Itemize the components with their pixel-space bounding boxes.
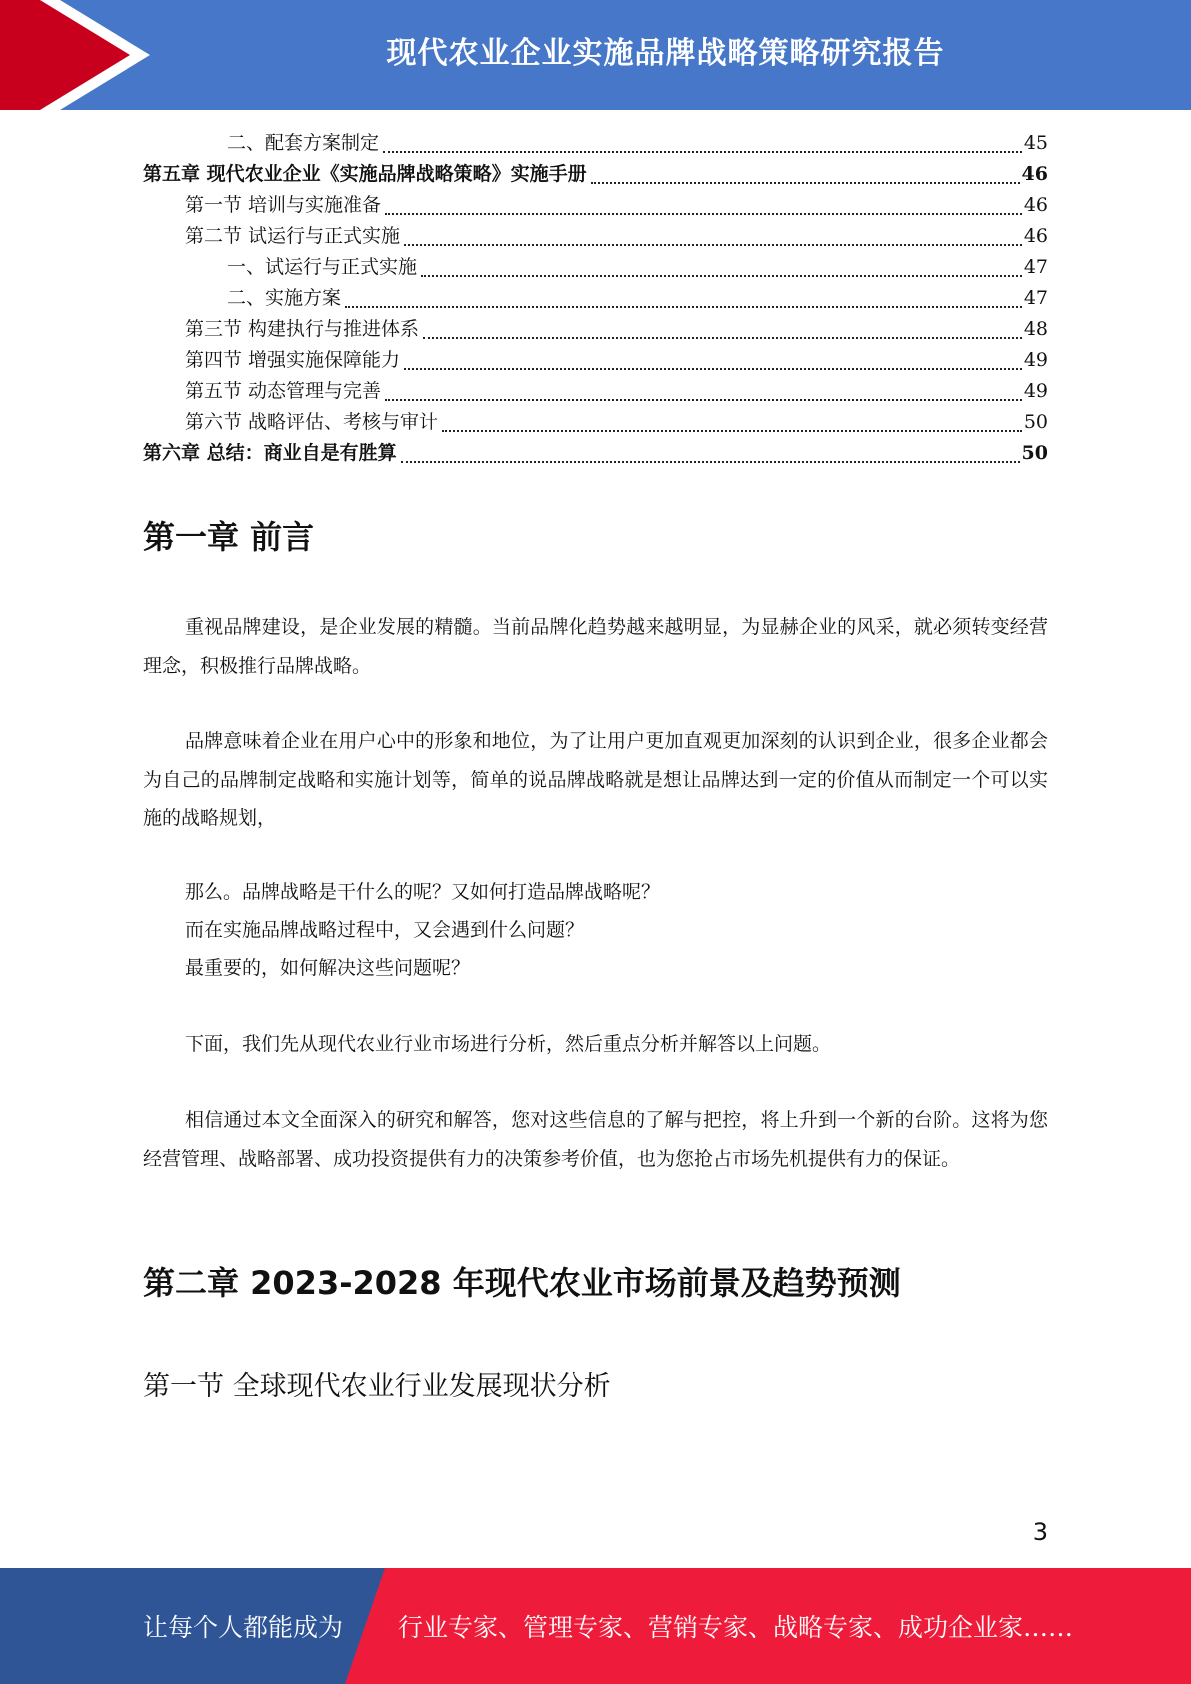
toc-entry-page: 50 [1021,442,1048,464]
paragraph: 重视品牌建设，是企业发展的精髓。当前品牌化趋势越来越明显，为显赫企业的风采，就必须转变经营理念，积极推行品牌战略。 [143,616,1048,677]
toc-leader-dots [591,160,1020,184]
table-of-contents [143,128,1048,469]
footer-slogan-right: 行业专家、管理专家、营销专家、战略专家、成功企业家…… [398,1613,1074,1642]
toc-entry-title: 二、配套方案制定 [227,132,380,154]
paragraph: 品牌意味着企业在用户心中的形象和地位，为了让用户更加直观更加深刻的认识到企业，很多企业都会为自己的品牌制定战略和实施计划等，简单的说品牌战略就是想让品牌达到一定的价值从而制定一个可以实施的战略规划， [143,730,1048,829]
toc-entry-title: 第五节 动态管理与完善 [185,380,382,402]
toc-entry[interactable] [143,159,1048,190]
toc-entry[interactable] [143,190,1048,221]
toc-entry-page: 46 [1023,225,1048,247]
toc-leader-dots [404,222,1022,246]
toc-entry-page: 48 [1023,318,1048,340]
toc-entry-page: 46 [1023,194,1048,216]
toc-entry[interactable] [143,252,1048,283]
toc-entry-page: 49 [1023,349,1048,371]
toc-leader-dots [404,346,1022,370]
paragraph: 相信通过本文全面深入的研究和解答，您对这些信息的了解与把控，将上升到一个新的台阶。这将为您经营管理、战略部署、成功投资提供有力的决策参考价值，也为您抢占市场先机提供有力的保证。 [143,1109,1048,1170]
toc-entry-page: 47 [1023,256,1048,278]
toc-leader-dots [423,315,1022,339]
toc-leader-dots [345,284,1022,308]
toc-entry[interactable] [143,345,1048,376]
toc-entry-title: 第二节 试运行与正式实施 [185,225,401,247]
toc-entry[interactable] [143,221,1048,252]
toc-entry-title: 第六节 战略评估、考核与审计 [185,411,439,433]
toc-leader-dots [401,439,1020,463]
paragraph: 那么。品牌战略是干什么的呢？又如何打造品牌战略呢？ [185,881,661,903]
paragraph: 下面，我们先从现代农业行业市场进行分析，然后重点分析并解答以上问题。 [185,1033,832,1055]
toc-entry[interactable] [143,128,1048,159]
section-title: 第一节 全球现代农业行业发展现状分析 [143,1371,611,1402]
toc-leader-dots [442,408,1022,432]
toc-entry[interactable] [143,314,1048,345]
toc-entry[interactable] [143,438,1048,469]
toc-entry[interactable] [143,376,1048,407]
toc-entry-page: 49 [1023,380,1048,402]
toc-entry-title: 二、实施方案 [227,287,342,309]
toc-entry-page: 47 [1023,287,1048,309]
toc-entry-title: 第一节 培训与实施准备 [185,194,382,216]
paragraph: 最重要的，如何解决这些问题呢？ [185,957,471,979]
toc-entry-page: 50 [1023,411,1048,433]
toc-entry-page: 46 [1021,163,1048,185]
page-number: 3 [1032,1518,1048,1546]
header-chevron-decoration [0,0,150,110]
toc-entry-page: 45 [1023,132,1048,154]
footer-slogan-left: 让每个人都能成为 [143,1613,344,1642]
toc-entry-title: 第三节 构建执行与推进体系 [185,318,420,340]
toc-leader-dots [421,253,1022,277]
toc-entry-title: 一、试运行与正式实施 [227,256,418,278]
chapter1-title: 第一章 前言 [143,518,315,556]
chapter2-title: 第二章 2023-2028 年现代农业市场前景及趋势预测 [143,1264,901,1302]
toc-leader-dots [385,191,1022,215]
header-title: 现代农业企业实施品牌战略策略研究报告 [386,36,945,71]
toc-entry[interactable] [143,407,1048,438]
toc-leader-dots [383,129,1022,153]
toc-entry-title: 第五章 现代农业企业《实施品牌战略策略》实施手册 [143,163,587,185]
page-header [0,0,1191,110]
toc-entry-title: 第六章 总结：商业自是有胜算 [143,442,397,464]
toc-leader-dots [385,377,1022,401]
page-footer [0,1568,1191,1684]
toc-entry[interactable] [143,283,1048,314]
toc-entry-title: 第四节 增强实施保障能力 [185,349,401,371]
paragraph: 而在实施品牌战略过程中，又会遇到什么问题？ [185,919,585,941]
